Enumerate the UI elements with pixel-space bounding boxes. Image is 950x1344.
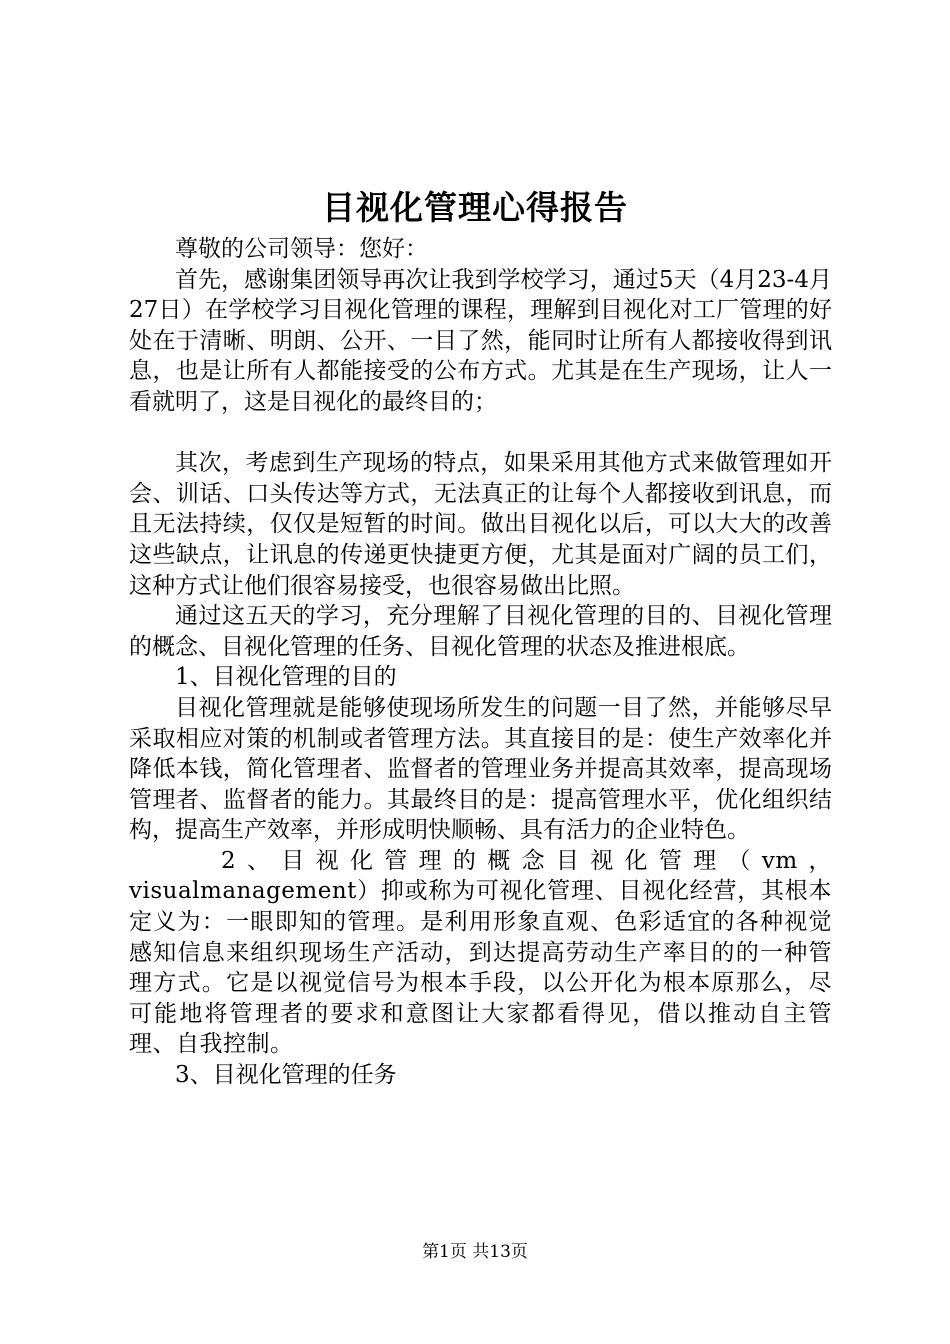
first-paragraph: 首先，感谢集团领导再次让我到学校学习，通过5天（4月23-4月27日）在学校学习目视化管理的课程，理解到目视化对工厂管理的好处在于清晰、明朗、公开、一目了然，能同时让所有人都接收得到讯息，也是让所有人都能接受的公布方式。尤其是在生产现场，让人一看就明了，这是目视化的最终目的；	[129, 266, 832, 415]
document-body	[129, 234, 832, 1091]
page-number: 第1页 共13页	[422, 1242, 528, 1262]
purpose-paragraph: 目视化管理就是能够使现场所发生的问题一目了然，并能够尽早采取相应对策的机制或者管理方法。其直接目的是：使生产效率化并降低本钱，简化管理者、监督者的管理业务并提高其效率，提高现场管理者、监督者的能力。其最终目的是：提高管理水平，优化组织结构，提高生产效率，并形成明快顺畅、具有活力的企业特色。	[129, 694, 832, 844]
second-paragraph: 其次，考虑到生产现场的特点，如果采用其他方式来做管理如开会、训话、口头传达等方式，无法真正的让每个人都接收到讯息，而且无法持续，仅仅是短暂的时间。做出目视化以后，可以大大的改善这些缺点，让讯息的传递更快捷更方便，尤其是面对广阔的员工们，这种方式让他们很容易接受，也很容易做出比照。	[129, 450, 832, 599]
section-heading-purpose: 1、目视化管理的目的	[175, 664, 397, 691]
document-title: 目视化管理心得报告	[322, 188, 628, 227]
greeting-paragraph: 尊敬的公司领导：您好：	[175, 236, 428, 262]
section-heading-tasks: 3、目视化管理的任务	[175, 1062, 397, 1089]
third-paragraph: 通过这五天的学习，充分理解了目视化管理的目的、目视化管理的概念、目视化管理的任务、目视化管理的状态及推进根底。	[129, 603, 832, 660]
concept-paragraph: 2、目视化管理的概念目视化管理（vm，visualmanagement）抑或称为可视化管理、目视化经营，其根本定义为：一眼即知的管理。是利用形象直观、色彩适宜的各种视觉感知信息来组织现场生产活动，到达提高劳动生产率目的的一种管理方式。它是以视觉信号为根本手段，以公开化为根本原那么，尽可能地将管理者的要求和意图让大家都看得见，借以推动自主管理、自我控制。	[129, 847, 832, 1058]
